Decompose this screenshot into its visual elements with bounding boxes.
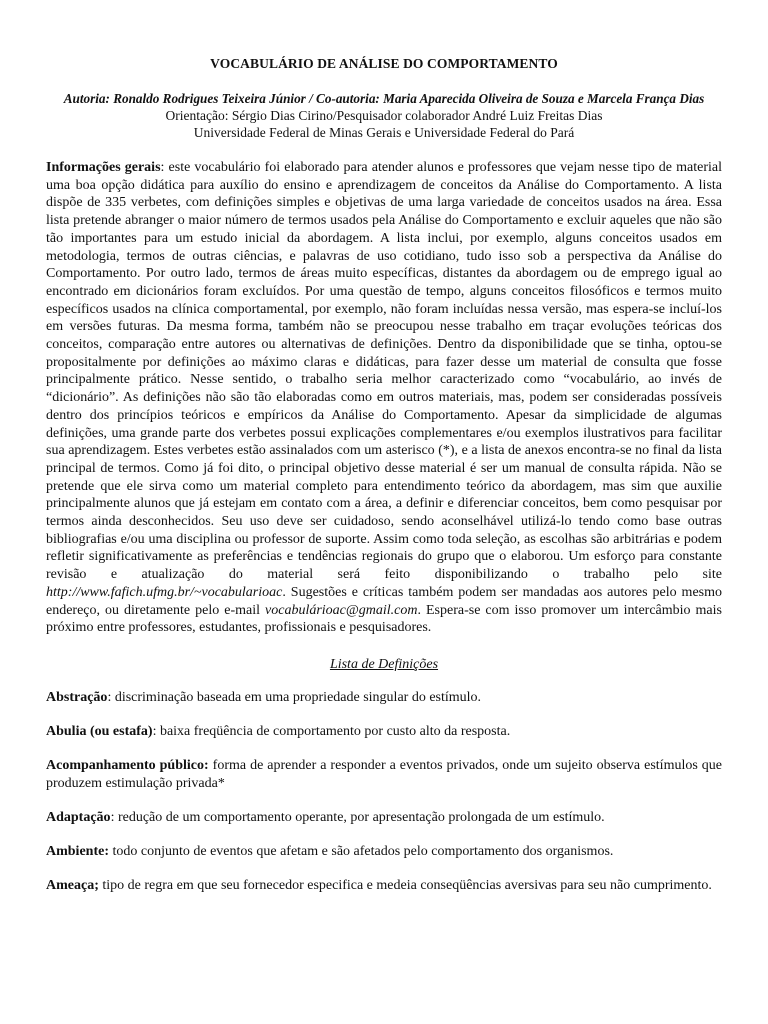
site-url-link[interactable]: http://www.fafich.ufmg.br/~vocabularioac <box>46 584 283 600</box>
intro-label: Informações gerais <box>46 160 161 175</box>
document-title: VOCABULÁRIO DE ANÁLISE DO COMPORTAMENTO <box>210 56 558 71</box>
intro-text-1: : este vocabulário foi elaborado para atender alunos e professores que vejam nesse tipo de material uma boa opção didática para auxílio do ensino e aprendizagem de conceitos da Análise do Comportamento. A lista dispõe de 335 verbetes, com definições simples e objetivas de uma larga variedade de conceitos usados na área. Essa lista pretende abranger o maior número de termos usados pela Análise do Comportamento e excluir aqueles que não são tão importantes para um estudo inicial da abordagem. A lista inclui, por exemplo, alguns conceitos usados em metodologia, termos de outras ciências, e palavras de uso cotidiano, tudo isso sob a perspectiva da Análise do Comportamento. Por outro lado, termos de áreas muito específicas, distantes da abordagem ou de emprego igual ao encontrado em dicionários foram excluídos. Por uma questão de tempo, alguns conceitos filosóficos e termos muito específicos usados na clínica comportamental, por exemplo, não foram incluídas nessa versão, mas espera-se incluí-los em versões futuras. Da mesma forma, também não se preocupou nesse trabalho em traçar evoluções teóricas dos conceitos, comparação entre autores ou alternativas de definições. Dentro da disponibilidade que se tinha, optou-se propositalmente por definições ao máximo claras e didáticas, para fazer desse um material de consulta que fosse principalmente prático. Nesse sentido, o trabalho seria melhor caracterizado como “vocabulário, ao invés de “dicionário”. As definições não são tão elaboradas como em outros materiais, mas, podem ser consideradas possíveis dentro dos princípios teóricos e empíricos da Análise do Comportamento. Apesar da simplicidade de algumas definições, uma grande parte dos verbetes possui explicações complementares e/ou exemplos ilustrativos para facilitar sua aprendizagem. Estes verbetes estão assinalados com um asterisco (*), e a lista de anexos encontra-se no final da lista principal de termos. Como já foi dito, o principal objetivo desse material é ser um manual de consulta rápida. Não se pretende que ele sirva como um material completo para entendimento teórico da abordagem, mas sim que auxilie principalmente alunos que já estejam em contato com a área, a definir e diferenciar conceitos, bem como pesquisar por termos ainda desconhecidos. Seu uso deve ser cuidadoso, sendo aconselhável utilizá-lo tendo como base outras bibliografias e/ou uma disciplina ou professor de suporte. Assim como toda seleção, as escolhas são arbitrárias e podem refletir significativamente as preferências e tendências regionais do grupo que o elaborou. Um esforço para constante revisão e atualização do material será feito disponibilizando o trabalho pelo site <box>46 160 722 583</box>
universities-line: Universidade Federal de Minas Gerais e Universidade Federal do Pará <box>193 125 575 140</box>
intro-text-3: . Espera-se com isso promover um intercâmbio mais próximo entre professores, estudantes, profissionais e pesquisadores. <box>46 602 722 636</box>
orientation-line: Orientação: Sérgio Dias Cirino/Pesquisador colaborador André Luiz Freitas Dias <box>165 108 603 123</box>
entry-abstracao <box>46 689 722 707</box>
entry-term: Abstração <box>46 689 108 705</box>
entry-term: Abulia (ou estafa) <box>46 723 153 739</box>
authors-line: Autoria: Ronaldo Rodrigues Teixeira Júnior / Co-autoria: Maria Aparecida Oliveira de Souza e Marcela França Dias <box>63 91 705 106</box>
entry-definition: : discriminação baseada em uma propriedade singular do estímulo. <box>107 689 482 705</box>
entry-acompanhamento-publico <box>46 757 722 793</box>
entry-adaptacao <box>46 809 722 827</box>
entry-ambiente <box>46 843 722 861</box>
entry-definition: : redução de um comportamento operante, por apresentação prolongada de um estímulo. <box>110 809 605 825</box>
entry-definition: tipo de regra em que seu fornecedor especifica e medeia conseqüências aversivas para seu não cumprimento. <box>98 877 712 893</box>
entry-term: Adaptação <box>46 809 111 825</box>
entry-term: Acompanhamento público: <box>46 757 209 773</box>
intro-text-2: . Sugestões e críticas também podem ser mandadas aos autores pelo mesmo endereço, ou diretamente pelo e-mail <box>46 584 722 618</box>
entry-abulia <box>46 723 722 741</box>
entry-ameaca <box>46 877 722 895</box>
email-link[interactable]: vocabulárioac@gmail.com <box>265 602 418 618</box>
list-title: Lista de Definições <box>329 656 439 672</box>
entry-definition: todo conjunto de eventos que afetam e são afetados pelo comportamento dos organismos. <box>109 843 614 859</box>
entry-definition: forma de aprender a responder a eventos privados, onde um sujeito observa estímulos que produzem estimulação privada* <box>46 757 722 791</box>
entry-definition: : baixa freqüência de comportamento por custo alto da resposta. <box>152 723 511 739</box>
entry-term: Ambiente: <box>46 843 109 859</box>
intro-paragraph <box>46 159 722 637</box>
entry-term: Ameaça; <box>46 877 99 893</box>
